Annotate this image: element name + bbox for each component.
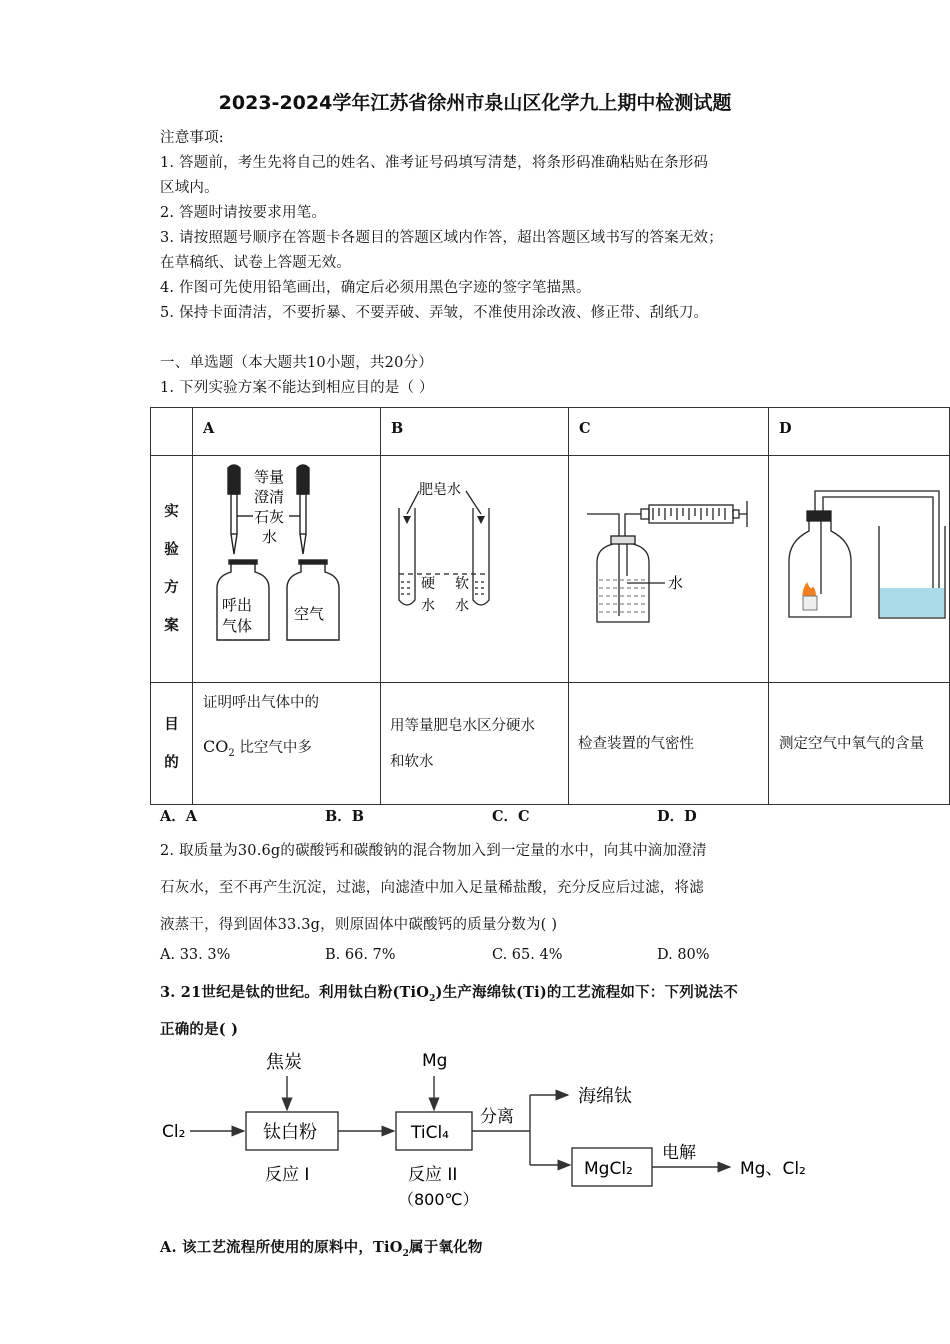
q1-option-a[interactable]: A．A <box>160 808 198 825</box>
q2-option-b[interactable]: B. 66. 7% <box>325 947 396 963</box>
row-label-purpose: 目 的 <box>151 683 193 805</box>
svg-text:分离: 分离 <box>480 1107 514 1127</box>
notice-line: 2. 答题时请按要求用笔。 <box>160 205 327 221</box>
svg-text:气体: 气体 <box>222 617 253 635</box>
diagram-b <box>381 456 569 683</box>
section-heading: 一、单选题（本大题共10小题，共20分） <box>160 355 433 371</box>
q3-line-1: 3. 21世纪是钛的世纪。利用钛白粉(TiO$_2$)生产海绵钛(Ti)的工艺流程如下：下列说法不 <box>160 984 739 1004</box>
svg-text:海绵钛: 海绵钛 <box>578 1086 632 1107</box>
q3-line-2: 正确的是( ) <box>160 1021 239 1038</box>
purpose-c: 检查装置的气密性 <box>569 683 769 805</box>
svg-text:反应 II: 反应 II <box>408 1165 458 1185</box>
header-c: C <box>569 408 769 456</box>
q1-table <box>150 407 950 805</box>
q3-flow-diagram <box>150 1040 850 1220</box>
svg-text:电解: 电解 <box>662 1143 696 1163</box>
diagram-a <box>193 456 381 683</box>
purpose-d: 测定空气中氧气的含量 <box>769 683 950 805</box>
page-title: 2023-2024学年江苏省徐州市泉山区化学九上期中检测试题 <box>218 92 732 114</box>
q2-line: 液蒸干，得到固体33.3g，则原固体中碳酸钙的质量分数为( ) <box>160 917 558 933</box>
q3-option-a[interactable]: A. 该工艺流程所使用的原料中，TiO$_2$属于氧化物 <box>160 1239 483 1259</box>
svg-text:空气: 空气 <box>294 605 325 623</box>
notice-line: 5. 保持卡面清洁，不要折暴、不要弄破、弄皱，不准使用涂改液、修正带、刮纸刀。 <box>160 305 709 321</box>
diagram-d <box>769 456 950 683</box>
svg-text:水: 水 <box>262 528 278 546</box>
notice-line: 在草稿纸、试卷上答题无效。 <box>160 255 352 271</box>
purpose-b: 用等量肥皂水区分硬水 和软水 <box>381 683 569 805</box>
svg-text:水: 水 <box>421 598 435 614</box>
svg-text:石灰: 石灰 <box>254 508 285 526</box>
q2-option-c[interactable]: C. 65. 4% <box>492 947 563 963</box>
q1-option-c[interactable]: C．C <box>492 808 530 825</box>
svg-text:硬: 硬 <box>421 576 435 592</box>
header-b: B <box>381 408 569 456</box>
svg-text:TiCl₄: TiCl₄ <box>411 1123 449 1143</box>
svg-text:（800℃）: （800℃） <box>398 1190 479 1209</box>
header-d: D <box>769 408 950 456</box>
svg-text:肥皂水: 肥皂水 <box>419 482 461 498</box>
svg-text:水: 水 <box>455 598 469 614</box>
svg-text:反应 I: 反应 I <box>265 1165 310 1185</box>
q1-option-d[interactable]: D．D <box>657 808 697 825</box>
svg-text:Mg: Mg <box>422 1051 448 1071</box>
q1-stem: 1. 下列实验方案不能达到相应目的是（ ） <box>160 380 434 396</box>
q1-option-b[interactable]: B．B <box>325 808 365 825</box>
svg-text:MgCl₂: MgCl₂ <box>584 1159 633 1179</box>
svg-text:Cl₂: Cl₂ <box>162 1122 186 1142</box>
svg-text:钛白粉: 钛白粉 <box>263 1122 317 1143</box>
svg-text:澄清: 澄清 <box>254 488 285 506</box>
notice-heading: 注意事项: <box>160 130 224 146</box>
svg-text:水: 水 <box>668 574 684 592</box>
q2-option-d[interactable]: D. 80% <box>657 947 710 963</box>
notice-line: 1. 答题前，考生先将自己的姓名、准考证号码填写清楚，将条形码准确粘贴在条形码 <box>160 155 709 171</box>
q2-line: 石灰水，至不再产生沉淀，过滤，向滤渣中加入足量稀盐酸，充分反应后过滤，将滤 <box>160 880 704 896</box>
q2-line: 2. 取质量为30.6g的碳酸钙和碳酸钠的混合物加入到一定量的水中，向其中滴加澄清 <box>160 843 707 859</box>
purpose-a: 证明呼出气体中的 $CO_2$ 比空气中多 <box>193 683 381 805</box>
notice-line: 4. 作图可先使用铅笔画出，确定后必须用黑色字迹的签字笔描黑。 <box>160 280 591 296</box>
svg-text:焦炭: 焦炭 <box>266 1052 302 1073</box>
header-a: A <box>193 408 381 456</box>
diagram-c <box>569 456 769 683</box>
svg-text:软: 软 <box>455 576 469 592</box>
row-label-scheme: 实 验 方 案 <box>151 456 193 683</box>
svg-text:呼出: 呼出 <box>222 596 253 614</box>
notice-line: 区域内。 <box>160 180 219 196</box>
svg-text:等量: 等量 <box>254 468 285 486</box>
notice-line: 3. 请按照题号顺序在答题卡各题目的答题区域内作答，超出答题区域书写的答案无效； <box>160 230 723 246</box>
q2-option-a[interactable]: A. 33. 3% <box>160 947 231 963</box>
svg-text:Mg、Cl₂: Mg、Cl₂ <box>740 1159 806 1179</box>
